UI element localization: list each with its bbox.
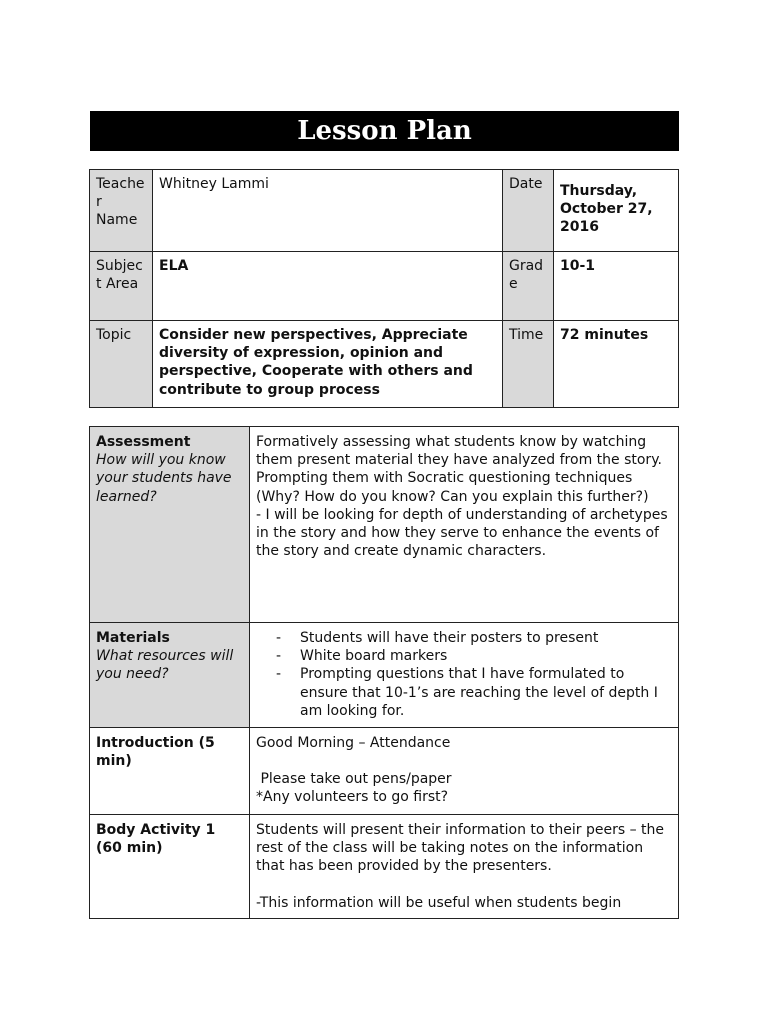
teacher-name-value: Whitney Lammi bbox=[153, 170, 503, 252]
body-activity-label: Body Activity 1 (60 min) bbox=[90, 815, 250, 919]
introduction-content bbox=[250, 728, 679, 815]
materials-content bbox=[250, 623, 679, 728]
table-row bbox=[90, 427, 679, 623]
materials-label: Materials bbox=[96, 630, 170, 646]
materials-cell bbox=[90, 623, 250, 728]
list-item: - Prompting questions that I have formulated to ensure that 10-1’s are reaching the level of depth I am looking for. bbox=[300, 665, 672, 720]
time-value: 72 minutes bbox=[554, 321, 679, 408]
introduction-label: Introduction (5 min) bbox=[90, 728, 250, 815]
list-item: - Students will have their posters to present bbox=[300, 629, 672, 647]
lesson-header-table bbox=[89, 169, 679, 408]
assessment-prompt: How will you know your students have learned? bbox=[96, 452, 232, 505]
page-title: Lesson Plan bbox=[90, 111, 679, 151]
introduction-line: *Any volunteers to go first? bbox=[256, 789, 449, 806]
assessment-content bbox=[250, 427, 679, 623]
table-row bbox=[90, 815, 679, 919]
date-value: Thursday, October 27, 2016 bbox=[554, 170, 679, 252]
grade-label: Grade bbox=[503, 252, 554, 321]
materials-prompt: What resources will you need? bbox=[96, 648, 234, 683]
body-activity-text: -This information will be useful when students begin bbox=[256, 894, 622, 911]
table-row bbox=[90, 170, 679, 252]
subject-area-value: ELA bbox=[153, 252, 503, 321]
materials-list bbox=[256, 629, 672, 720]
list-item: - White board markers bbox=[300, 647, 672, 665]
time-label: Time bbox=[503, 321, 554, 408]
teacher-name-label: Teacher Name bbox=[90, 170, 153, 252]
subject-area-label: Subject Area bbox=[90, 252, 153, 321]
assessment-text: - I will be looking for depth of understanding of archetypes in the story and how they serve to enhance the events of the story and create dynamic characters. bbox=[256, 506, 668, 560]
assessment-label: Assessment bbox=[96, 434, 191, 450]
assessment-text: Formatively assessing what students know by watching them present material they have analyzed from the story. Prompting them with Socratic questioning techniques (Why? How do you know? Can you explain this further?) bbox=[256, 434, 662, 505]
topic-label: Topic bbox=[90, 321, 153, 408]
table-row bbox=[90, 623, 679, 728]
topic-value: Consider new perspectives, Appreciate diversity of expression, opinion and perspective, Cooperate with others and contribute to group process bbox=[153, 321, 503, 408]
assessment-cell bbox=[90, 427, 250, 623]
body-activity-content bbox=[250, 815, 679, 919]
body-activity-text: Students will present their information to their peers – the rest of the class will be taking notes on the information that has been provided by the presenters. bbox=[256, 822, 665, 875]
grade-value: 10-1 bbox=[554, 252, 679, 321]
lesson-plan-table bbox=[89, 426, 679, 919]
introduction-line: Good Morning – Attendance bbox=[256, 735, 451, 751]
table-row bbox=[90, 728, 679, 815]
table-row bbox=[90, 321, 679, 408]
date-label: Date bbox=[503, 170, 554, 252]
table-row bbox=[90, 252, 679, 321]
introduction-line: Please take out pens/paper bbox=[256, 771, 452, 788]
